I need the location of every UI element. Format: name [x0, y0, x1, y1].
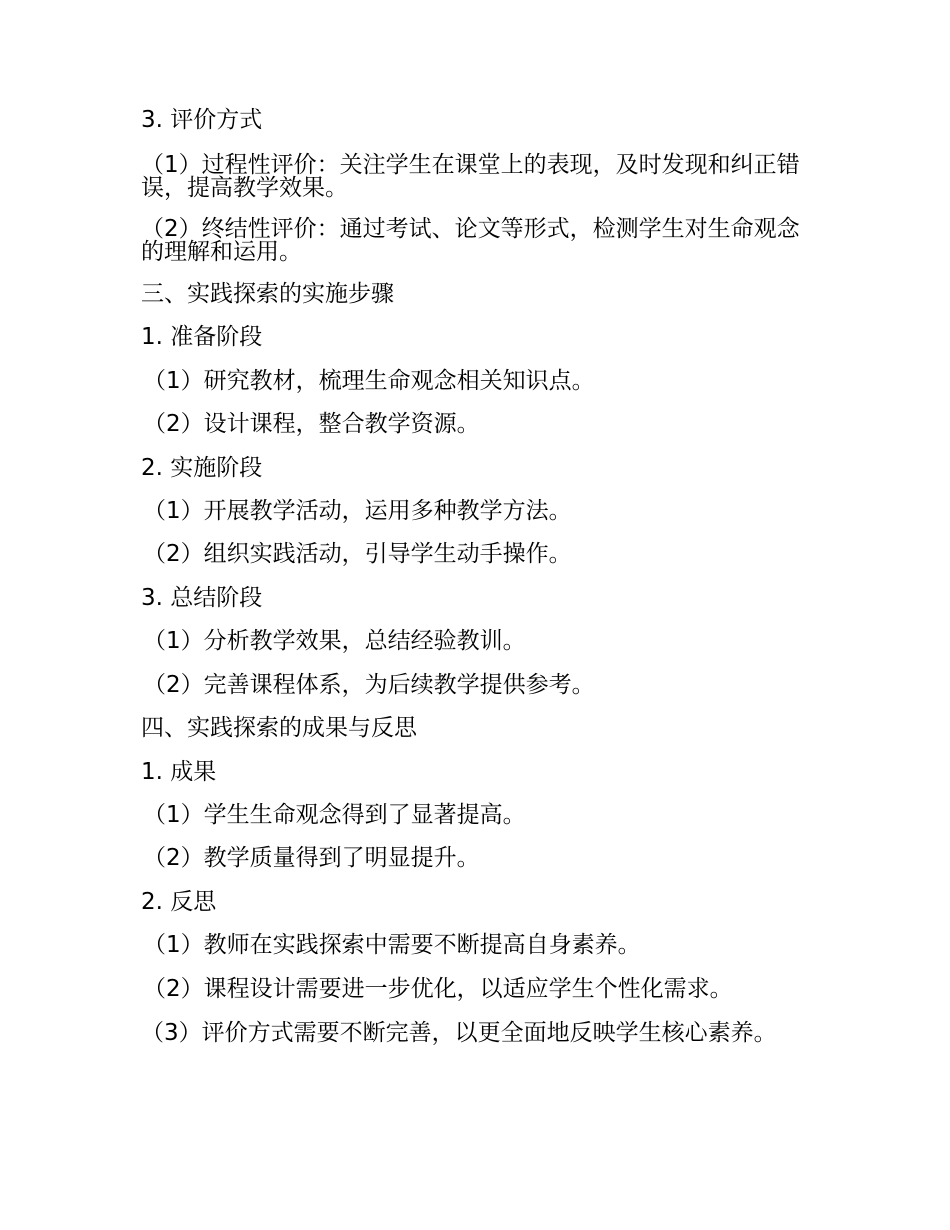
heading-implementation-stage: 2. 实施阶段	[141, 455, 263, 481]
list-item-res-1: （1）学生生命观念得到了显著提高。	[143, 802, 526, 828]
list-item-impl-1: （1）开展教学活动，运用多种教学方法。	[143, 498, 572, 524]
list-item-ref-1: （1）教师在实践探索中需要不断提高自身素养。	[143, 932, 641, 958]
paragraph-ref-3: （3）评价方式需要不断完善，以更全面地反映学生核心素养。	[141, 1020, 777, 1046]
heading-preparation-stage: 1. 准备阶段	[141, 324, 263, 350]
list-item-prep-2: （2）设计课程，整合教学资源。	[143, 411, 480, 437]
heading-results: 1. 成果	[141, 759, 217, 785]
section-heading-results-reflection: 四、实践探索的成果与反思	[141, 715, 417, 741]
list-item-sum-1: （1）分析教学效果，总结经验教训。	[143, 628, 526, 654]
heading-evaluation-methods: 3. 评价方式	[141, 107, 263, 133]
list-item-impl-2: （2）组织实践活动，引导学生动手操作。	[143, 541, 572, 567]
section-heading-implementation-steps: 三、实践探索的实施步骤	[141, 281, 394, 307]
paragraph-summative-evaluation: （2）终结性评价：通过考试、论文等形式，检测学生对生命观念的理解和运用。	[141, 216, 800, 265]
paragraph-formative-evaluation: （1）过程性评价：关注学生在课堂上的表现，及时发现和纠正错误，提高教学效果。	[141, 152, 800, 201]
list-item-res-2: （2）教学质量得到了明显提升。	[143, 845, 480, 871]
heading-reflection: 2. 反思	[141, 889, 217, 915]
list-item-prep-1: （1）研究教材，梳理生命观念相关知识点。	[143, 368, 595, 394]
list-item-ref-2: （2）课程设计需要进一步优化，以适应学生个性化需求。	[143, 976, 733, 1002]
list-item-sum-2: （2）完善课程体系，为后续教学提供参考。	[143, 672, 595, 698]
heading-summary-stage: 3. 总结阶段	[141, 585, 263, 611]
